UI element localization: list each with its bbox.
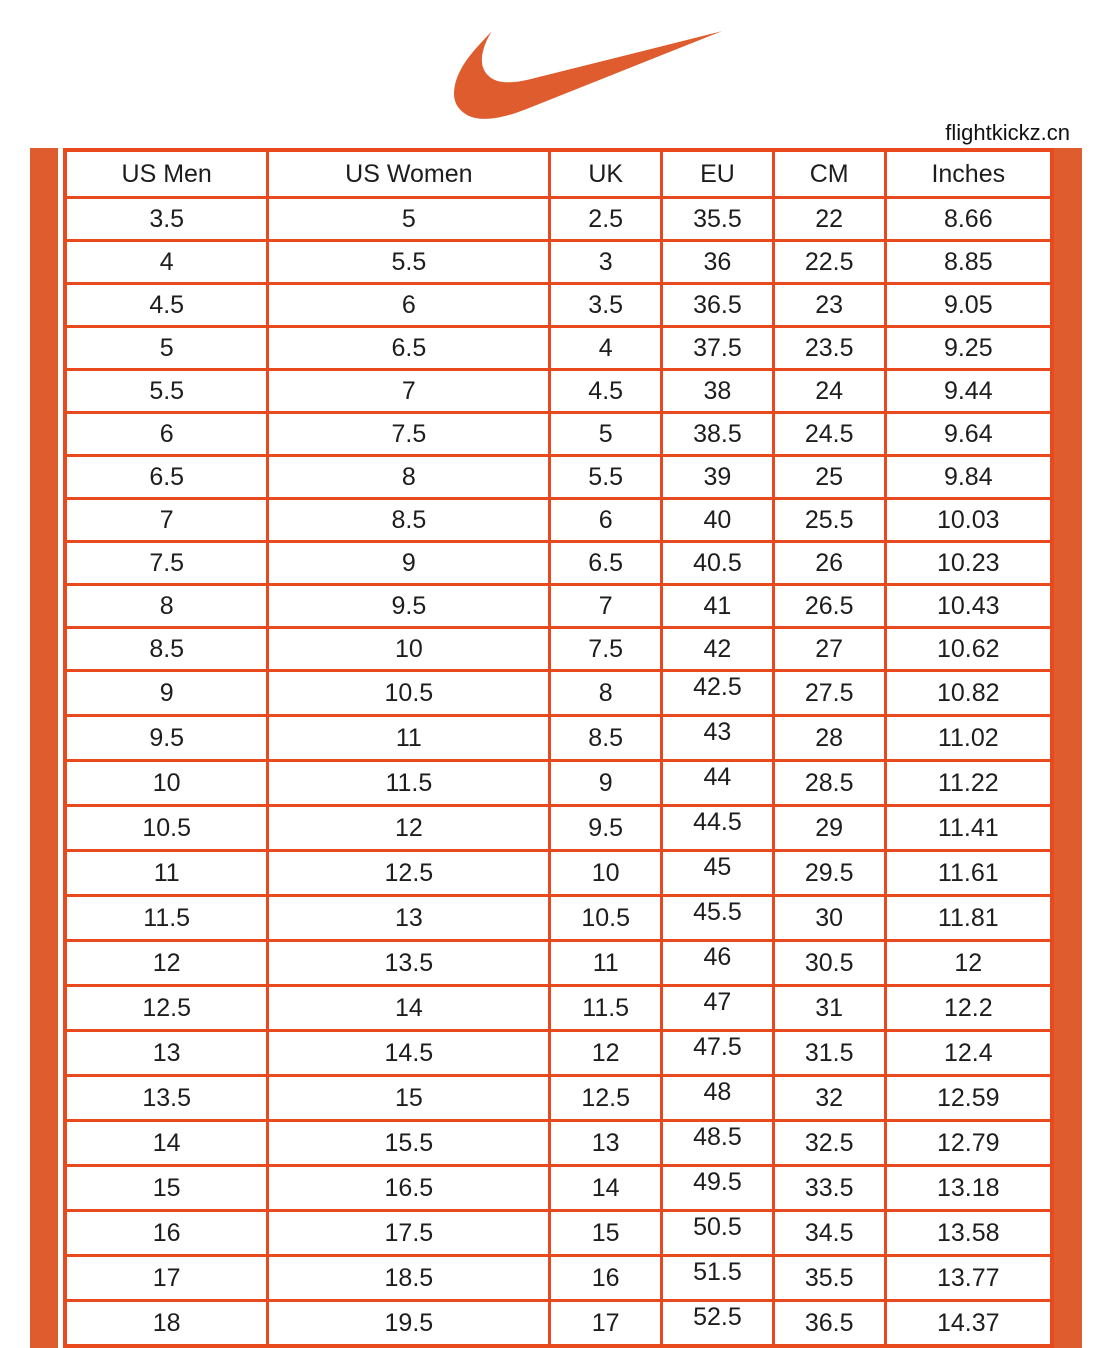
column-header: UK — [550, 150, 662, 198]
table-row — [65, 1076, 1052, 1121]
size-cell: 3.5 — [550, 284, 662, 327]
size-cell: 29 — [773, 806, 885, 851]
header-row — [65, 150, 1052, 198]
size-cell: 9.05 — [885, 284, 1052, 327]
size-cell: 8.85 — [885, 241, 1052, 284]
size-cell: 11.5 — [550, 986, 662, 1031]
size-cell: 8 — [550, 671, 662, 716]
size-cell: 28.5 — [773, 761, 885, 806]
size-cell: 24 — [773, 370, 885, 413]
size-cell: 11 — [550, 941, 662, 986]
table-row — [65, 851, 1052, 896]
size-cell: 7.5 — [268, 413, 550, 456]
size-cell: 10.82 — [885, 671, 1052, 716]
size-cell: 43 — [662, 716, 774, 761]
size-cell: 9.25 — [885, 327, 1052, 370]
size-cell: 4.5 — [550, 370, 662, 413]
size-cell: 10 — [65, 761, 268, 806]
size-cell: 14.5 — [268, 1031, 550, 1076]
size-cell: 11.02 — [885, 716, 1052, 761]
size-cell: 33.5 — [773, 1166, 885, 1211]
logo-area — [0, 0, 1100, 122]
size-cell: 8 — [65, 585, 268, 628]
size-cell: 10.5 — [268, 671, 550, 716]
size-cell: 9.64 — [885, 413, 1052, 456]
table-row — [65, 241, 1052, 284]
size-cell: 32.5 — [773, 1121, 885, 1166]
size-cell: 31.5 — [773, 1031, 885, 1076]
size-cell: 6 — [65, 413, 268, 456]
size-cell: 10.03 — [885, 499, 1052, 542]
table-row — [65, 986, 1052, 1031]
table-row — [65, 896, 1052, 941]
table-row — [65, 1256, 1052, 1301]
size-cell: 5.5 — [550, 456, 662, 499]
table-row — [65, 806, 1052, 851]
size-cell: 9.5 — [550, 806, 662, 851]
size-cell: 7 — [65, 499, 268, 542]
table-row — [65, 499, 1052, 542]
size-cell: 28 — [773, 716, 885, 761]
size-cell: 12.4 — [885, 1031, 1052, 1076]
size-cell: 12.5 — [550, 1076, 662, 1121]
size-cell: 42 — [662, 628, 774, 671]
size-cell: 14 — [550, 1166, 662, 1211]
size-cell: 6.5 — [268, 327, 550, 370]
table-row — [65, 1166, 1052, 1211]
size-cell: 9 — [65, 671, 268, 716]
size-cell: 22.5 — [773, 241, 885, 284]
size-cell: 7.5 — [65, 542, 268, 585]
size-cell: 10.43 — [885, 585, 1052, 628]
size-cell: 9.44 — [885, 370, 1052, 413]
size-cell: 12 — [268, 806, 550, 851]
size-cell: 52.5 — [662, 1301, 774, 1347]
size-cell: 5.5 — [268, 241, 550, 284]
size-cell: 12.79 — [885, 1121, 1052, 1166]
size-cell: 45 — [662, 851, 774, 896]
size-cell: 9 — [550, 761, 662, 806]
size-cell: 32 — [773, 1076, 885, 1121]
size-cell: 30 — [773, 896, 885, 941]
size-cell: 11.5 — [65, 896, 268, 941]
size-cell: 16 — [550, 1256, 662, 1301]
table-row — [65, 761, 1052, 806]
size-cell: 26 — [773, 542, 885, 585]
size-cell: 13 — [65, 1031, 268, 1076]
size-cell: 7 — [268, 370, 550, 413]
size-cell: 17.5 — [268, 1211, 550, 1256]
size-cell: 36.5 — [773, 1301, 885, 1347]
table-row — [65, 941, 1052, 986]
table-row — [65, 542, 1052, 585]
table-row — [65, 1211, 1052, 1256]
size-cell: 8.5 — [65, 628, 268, 671]
size-cell: 4.5 — [65, 284, 268, 327]
size-cell: 5.5 — [65, 370, 268, 413]
size-cell: 10.62 — [885, 628, 1052, 671]
size-cell: 14 — [65, 1121, 268, 1166]
size-cell: 44 — [662, 761, 774, 806]
size-cell: 37.5 — [662, 327, 774, 370]
column-header: CM — [773, 150, 885, 198]
size-cell: 41 — [662, 585, 774, 628]
size-cell: 10.23 — [885, 542, 1052, 585]
column-header: Inches — [885, 150, 1052, 198]
size-cell: 13 — [550, 1121, 662, 1166]
size-cell: 48.5 — [662, 1121, 774, 1166]
column-header: EU — [662, 150, 774, 198]
size-cell: 11 — [65, 851, 268, 896]
size-cell: 13.77 — [885, 1256, 1052, 1301]
size-cell: 26.5 — [773, 585, 885, 628]
size-table — [63, 148, 1054, 1348]
size-cell: 13.5 — [65, 1076, 268, 1121]
size-cell: 9.5 — [65, 716, 268, 761]
table-row — [65, 585, 1052, 628]
size-cell: 18 — [65, 1301, 268, 1347]
table-row — [65, 1031, 1052, 1076]
size-cell: 5 — [268, 198, 550, 241]
size-cell: 4 — [65, 241, 268, 284]
size-cell: 6 — [268, 284, 550, 327]
size-cell: 12 — [885, 941, 1052, 986]
size-cell: 11.22 — [885, 761, 1052, 806]
size-cell: 11.61 — [885, 851, 1052, 896]
size-cell: 11 — [268, 716, 550, 761]
table-row — [65, 716, 1052, 761]
size-cell: 25.5 — [773, 499, 885, 542]
size-cell: 30.5 — [773, 941, 885, 986]
size-cell: 35.5 — [773, 1256, 885, 1301]
size-cell: 14.37 — [885, 1301, 1052, 1347]
column-header: US Women — [268, 150, 550, 198]
size-cell: 46 — [662, 941, 774, 986]
size-cell: 6 — [550, 499, 662, 542]
size-cell: 31 — [773, 986, 885, 1031]
size-cell: 6.5 — [550, 542, 662, 585]
size-cell: 13.58 — [885, 1211, 1052, 1256]
size-cell: 27 — [773, 628, 885, 671]
table-row — [65, 628, 1052, 671]
table-row — [65, 1121, 1052, 1166]
size-cell: 8.66 — [885, 198, 1052, 241]
size-cell: 16 — [65, 1211, 268, 1256]
size-cell: 23 — [773, 284, 885, 327]
size-cell: 2.5 — [550, 198, 662, 241]
size-cell: 23.5 — [773, 327, 885, 370]
site-label: flightkickz.cn — [945, 120, 1070, 145]
size-cell: 7.5 — [550, 628, 662, 671]
size-cell: 29.5 — [773, 851, 885, 896]
table-row — [65, 671, 1052, 716]
size-cell: 11.81 — [885, 896, 1052, 941]
size-cell: 13.5 — [268, 941, 550, 986]
size-cell: 10 — [550, 851, 662, 896]
size-cell: 25 — [773, 456, 885, 499]
size-cell: 18.5 — [268, 1256, 550, 1301]
table-row — [65, 456, 1052, 499]
size-cell: 44.5 — [662, 806, 774, 851]
size-cell: 5 — [65, 327, 268, 370]
size-cell: 15 — [268, 1076, 550, 1121]
table-row — [65, 1301, 1052, 1347]
size-cell: 35.5 — [662, 198, 774, 241]
size-cell: 34.5 — [773, 1211, 885, 1256]
size-cell: 16.5 — [268, 1166, 550, 1211]
size-cell: 47.5 — [662, 1031, 774, 1076]
table-row — [65, 327, 1052, 370]
size-cell: 49.5 — [662, 1166, 774, 1211]
size-cell: 36 — [662, 241, 774, 284]
size-cell: 19.5 — [268, 1301, 550, 1347]
table-row — [65, 413, 1052, 456]
size-cell: 15 — [550, 1211, 662, 1256]
size-cell: 51.5 — [662, 1256, 774, 1301]
size-cell: 4 — [550, 327, 662, 370]
size-cell: 12 — [65, 941, 268, 986]
size-cell: 7 — [550, 585, 662, 628]
size-cell: 15 — [65, 1166, 268, 1211]
size-cell: 11.41 — [885, 806, 1052, 851]
table-row — [65, 198, 1052, 241]
size-cell: 9.84 — [885, 456, 1052, 499]
size-cell: 12.5 — [65, 986, 268, 1031]
size-cell: 8.5 — [550, 716, 662, 761]
size-cell: 38.5 — [662, 413, 774, 456]
size-cell: 22 — [773, 198, 885, 241]
size-cell: 9 — [268, 542, 550, 585]
size-cell: 40 — [662, 499, 774, 542]
table-row — [65, 370, 1052, 413]
size-cell: 48 — [662, 1076, 774, 1121]
size-cell: 12.5 — [268, 851, 550, 896]
size-cell: 45.5 — [662, 896, 774, 941]
size-cell: 17 — [65, 1256, 268, 1301]
size-cell: 27.5 — [773, 671, 885, 716]
size-cell: 3 — [550, 241, 662, 284]
size-cell: 3.5 — [65, 198, 268, 241]
size-cell: 13.18 — [885, 1166, 1052, 1211]
size-cell: 42.5 — [662, 671, 774, 716]
size-cell: 12.2 — [885, 986, 1052, 1031]
size-cell: 15.5 — [268, 1121, 550, 1166]
size-cell: 11.5 — [268, 761, 550, 806]
size-cell: 40.5 — [662, 542, 774, 585]
size-cell: 17 — [550, 1301, 662, 1347]
nike-swoosh-icon — [454, 28, 722, 122]
size-chart — [30, 148, 1082, 1348]
size-cell: 24.5 — [773, 413, 885, 456]
size-cell: 39 — [662, 456, 774, 499]
size-cell: 50.5 — [662, 1211, 774, 1256]
right-accent-bar — [1054, 148, 1082, 1348]
size-cell: 36.5 — [662, 284, 774, 327]
size-cell: 10.5 — [65, 806, 268, 851]
size-cell: 38 — [662, 370, 774, 413]
size-cell: 8 — [268, 456, 550, 499]
size-cell: 13 — [268, 896, 550, 941]
column-header: US Men — [65, 150, 268, 198]
size-cell: 12.59 — [885, 1076, 1052, 1121]
size-cell: 12 — [550, 1031, 662, 1076]
size-cell: 10 — [268, 628, 550, 671]
size-cell: 9.5 — [268, 585, 550, 628]
size-cell: 5 — [550, 413, 662, 456]
size-cell: 47 — [662, 986, 774, 1031]
left-accent-bar — [30, 148, 58, 1348]
size-cell: 6.5 — [65, 456, 268, 499]
size-cell: 8.5 — [268, 499, 550, 542]
size-cell: 10.5 — [550, 896, 662, 941]
table-row — [65, 284, 1052, 327]
size-cell: 14 — [268, 986, 550, 1031]
